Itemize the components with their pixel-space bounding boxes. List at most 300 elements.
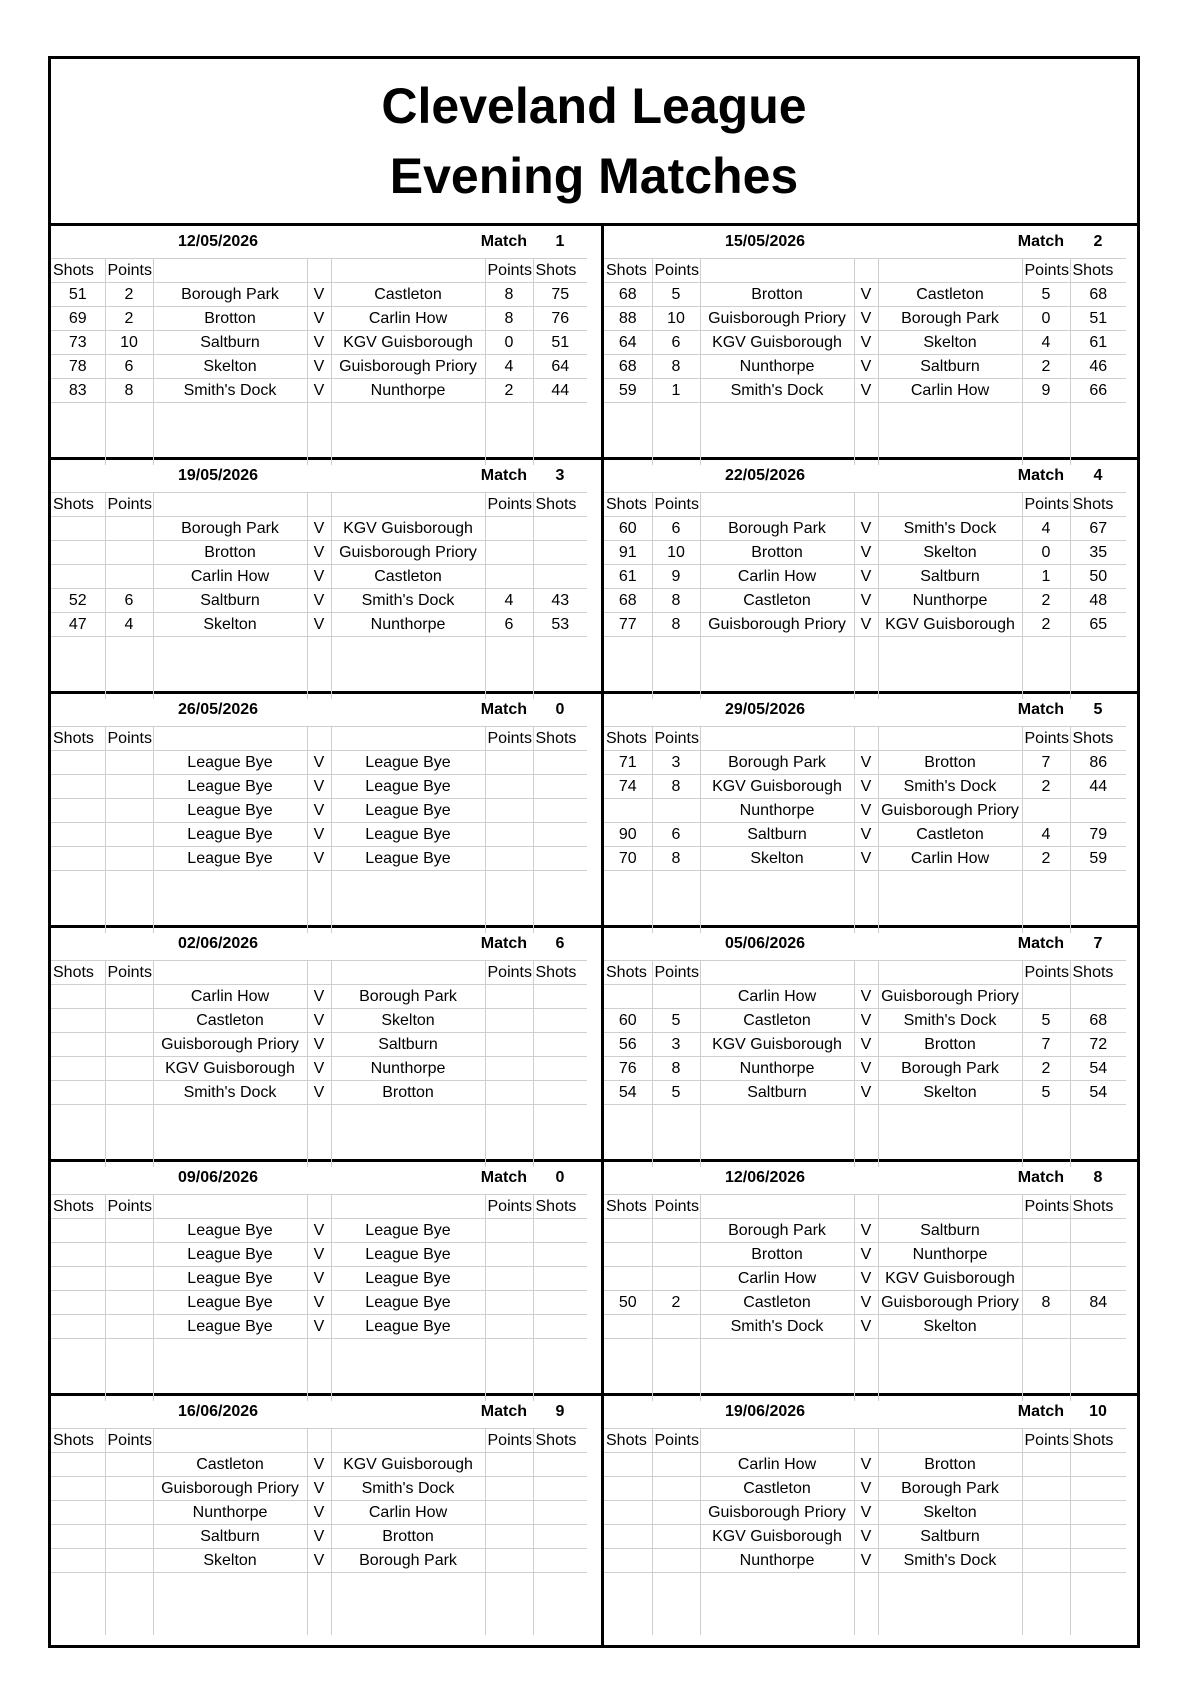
away-team: Smith's Dock (878, 1009, 1022, 1033)
away-points: 1 (1022, 565, 1070, 589)
versus-label: V (307, 847, 331, 871)
home-points (105, 1033, 153, 1057)
blank-cell (533, 871, 587, 934)
points-header: Points (105, 493, 153, 517)
away-points: 2 (1022, 355, 1070, 379)
blank-cell (1022, 1339, 1070, 1402)
away-points (485, 1315, 533, 1339)
home-shots (51, 1525, 105, 1549)
away-shots: 48 (1070, 589, 1126, 613)
versus-label: V (307, 1477, 331, 1501)
away-shots (533, 1291, 587, 1315)
home-points (652, 1501, 700, 1525)
blank-cell (331, 403, 485, 466)
fixture-table (51, 928, 587, 1167)
blank-cell (533, 1339, 587, 1402)
shots-header: Shots (51, 1195, 105, 1219)
versus-label: V (854, 1315, 878, 1339)
versus-label: V (854, 1009, 878, 1033)
away-shots (533, 751, 587, 775)
away-points: 5 (1022, 283, 1070, 307)
match-label: Match (878, 460, 1070, 493)
away-points: 4 (485, 589, 533, 613)
match-label: Match (878, 226, 1070, 259)
away-team: Saltburn (331, 1033, 485, 1057)
home-points (105, 1453, 153, 1477)
points-header: Points (105, 1195, 153, 1219)
blank-cell (51, 637, 105, 700)
away-team: Guisborough Priory (878, 985, 1022, 1009)
away-team: League Bye (331, 1291, 485, 1315)
versus-label: V (307, 1501, 331, 1525)
blank-cell (652, 637, 700, 700)
fixture-table (51, 460, 587, 699)
fixture-row (51, 1081, 587, 1105)
blank-cell (51, 1573, 105, 1636)
home-points (105, 847, 153, 871)
shots-header: Shots (604, 727, 652, 751)
versus-label: V (307, 751, 331, 775)
away-points (485, 1057, 533, 1081)
fixture-row (51, 1267, 587, 1291)
away-shots (533, 1549, 587, 1573)
fixture-row (51, 1525, 587, 1549)
versus-label: V (307, 1219, 331, 1243)
home-points (105, 1525, 153, 1549)
points-header: Points (485, 961, 533, 985)
away-shots: 67 (1070, 517, 1126, 541)
away-shots (1070, 1315, 1126, 1339)
home-shots (51, 565, 105, 589)
blank-cell (878, 637, 1022, 700)
match-label: Match (331, 694, 533, 727)
home-team: KGV Guisborough (700, 1525, 854, 1549)
blank-cell (700, 1195, 854, 1219)
away-points: 6 (485, 613, 533, 637)
fixture-table (604, 1162, 1126, 1401)
fixture-row (51, 985, 587, 1009)
blank-cell (854, 1429, 878, 1453)
match-date: 05/06/2026 (652, 928, 878, 961)
blank-cell (700, 259, 854, 283)
blank-cell (51, 403, 105, 466)
versus-label: V (854, 283, 878, 307)
versus-label: V (854, 1291, 878, 1315)
away-shots: 68 (1070, 1009, 1126, 1033)
blank-cell (854, 637, 878, 700)
fixture-row (604, 283, 1126, 307)
home-team: Carlin How (153, 565, 307, 589)
blank-cell (307, 403, 331, 466)
away-points (485, 1267, 533, 1291)
home-team: Nunthorpe (700, 799, 854, 823)
home-team: Carlin How (700, 1453, 854, 1477)
blank-cell (700, 403, 854, 466)
blank-cell (652, 1105, 700, 1168)
home-shots (604, 1453, 652, 1477)
home-shots (51, 1057, 105, 1081)
match-number: 2 (1070, 226, 1126, 259)
blank-cell (331, 259, 485, 283)
away-points (1022, 1453, 1070, 1477)
fixture-row (604, 613, 1126, 637)
blank-cell (652, 1573, 700, 1636)
away-team: Nunthorpe (878, 1243, 1022, 1267)
home-shots (604, 1267, 652, 1291)
blank-cell (878, 961, 1022, 985)
fixture-row (604, 1219, 1126, 1243)
home-team: Saltburn (153, 589, 307, 613)
match-date: 15/05/2026 (652, 226, 878, 259)
blank-cell (878, 1573, 1022, 1636)
fixture-row (604, 847, 1126, 871)
points-header: Points (1022, 727, 1070, 751)
home-shots (604, 1315, 652, 1339)
home-shots (51, 799, 105, 823)
home-team: League Bye (153, 847, 307, 871)
home-team: League Bye (153, 799, 307, 823)
versus-label: V (307, 355, 331, 379)
home-points (105, 823, 153, 847)
shots-header: Shots (1070, 961, 1126, 985)
blank-cell (1022, 1573, 1070, 1636)
home-points (105, 1009, 153, 1033)
blank-cell (331, 637, 485, 700)
fixture-row (604, 1081, 1126, 1105)
away-points: 4 (1022, 331, 1070, 355)
away-shots (533, 1267, 587, 1291)
home-team: Skelton (153, 613, 307, 637)
away-team: Smith's Dock (331, 589, 485, 613)
blank-cell (604, 460, 652, 493)
blank-cell (700, 637, 854, 700)
blank-cell (331, 871, 485, 934)
away-shots: 59 (1070, 847, 1126, 871)
blank-cell (331, 1105, 485, 1168)
home-shots (51, 847, 105, 871)
fixture-table (51, 694, 587, 933)
away-points (485, 1477, 533, 1501)
home-points: 5 (652, 1009, 700, 1033)
home-shots: 74 (604, 775, 652, 799)
fixture-row (604, 517, 1126, 541)
home-points: 8 (652, 847, 700, 871)
blank-cell (604, 1396, 652, 1429)
fixture-row (604, 775, 1126, 799)
versus-label: V (854, 1477, 878, 1501)
blank-cell (854, 871, 878, 934)
fixture-row (604, 1267, 1126, 1291)
fixture-row (51, 1057, 587, 1081)
blank-cell (878, 493, 1022, 517)
fixture-row (604, 1291, 1126, 1315)
versus-label: V (854, 823, 878, 847)
home-shots: 68 (604, 283, 652, 307)
away-team: Skelton (878, 541, 1022, 565)
fixture-row (51, 1033, 587, 1057)
points-header: Points (652, 493, 700, 517)
home-shots: 51 (51, 283, 105, 307)
away-team: Saltburn (878, 565, 1022, 589)
versus-label: V (854, 847, 878, 871)
away-team: League Bye (331, 1219, 485, 1243)
points-header: Points (1022, 1429, 1070, 1453)
away-shots (533, 1525, 587, 1549)
home-shots (51, 1243, 105, 1267)
fixture-row (604, 541, 1126, 565)
match-date: 26/05/2026 (105, 694, 331, 727)
fixture-row (51, 1477, 587, 1501)
away-shots (533, 1219, 587, 1243)
home-team: Brotton (153, 307, 307, 331)
versus-label: V (854, 1219, 878, 1243)
away-team: KGV Guisborough (331, 1453, 485, 1477)
versus-label: V (307, 283, 331, 307)
home-shots (604, 1525, 652, 1549)
away-shots: 68 (1070, 283, 1126, 307)
home-team: Guisborough Priory (700, 307, 854, 331)
points-header: Points (105, 961, 153, 985)
away-shots (533, 985, 587, 1009)
shots-header: Shots (604, 1429, 652, 1453)
fixture-row (604, 751, 1126, 775)
match-panel (601, 928, 1140, 1162)
home-shots (51, 1291, 105, 1315)
away-team: Nunthorpe (331, 1057, 485, 1081)
blank-cell (485, 637, 533, 700)
home-shots (51, 517, 105, 541)
fixture-row (604, 1315, 1126, 1339)
home-team: Carlin How (700, 1267, 854, 1291)
home-points (652, 1525, 700, 1549)
home-shots: 47 (51, 613, 105, 637)
blank-cell (485, 1573, 533, 1636)
match-label: Match (878, 694, 1070, 727)
away-points: 7 (1022, 751, 1070, 775)
away-team: Carlin How (331, 1501, 485, 1525)
blank-cell (604, 637, 652, 700)
match-date: 22/05/2026 (652, 460, 878, 493)
away-shots (533, 847, 587, 871)
versus-label: V (854, 1525, 878, 1549)
home-team: Nunthorpe (700, 1549, 854, 1573)
home-points: 8 (652, 355, 700, 379)
home-shots: 52 (51, 589, 105, 613)
fixture-row (604, 985, 1126, 1009)
home-team: Smith's Dock (153, 1081, 307, 1105)
match-number: 6 (533, 928, 587, 961)
home-points (105, 985, 153, 1009)
away-points (1022, 799, 1070, 823)
blank-cell (105, 637, 153, 700)
shots-header: Shots (51, 961, 105, 985)
versus-label: V (854, 985, 878, 1009)
home-shots (604, 1549, 652, 1573)
away-points (1022, 1549, 1070, 1573)
match-panel (51, 1162, 601, 1396)
match-date: 19/06/2026 (652, 1396, 878, 1429)
home-points (105, 1291, 153, 1315)
versus-label: V (854, 589, 878, 613)
home-points (105, 1057, 153, 1081)
blank-cell (307, 1195, 331, 1219)
match-date: 12/06/2026 (652, 1162, 878, 1195)
fixture-row (51, 355, 587, 379)
fixture-table (51, 1162, 587, 1401)
away-team: Brotton (878, 1453, 1022, 1477)
home-shots (51, 775, 105, 799)
away-team: Borough Park (331, 1549, 485, 1573)
fixture-row (51, 613, 587, 637)
away-team: Guisborough Priory (878, 1291, 1022, 1315)
home-points: 3 (652, 1033, 700, 1057)
away-points (1022, 1267, 1070, 1291)
away-team: League Bye (331, 1267, 485, 1291)
points-header: Points (105, 259, 153, 283)
home-team: Saltburn (700, 823, 854, 847)
away-points: 2 (1022, 847, 1070, 871)
match-label: Match (878, 928, 1070, 961)
away-points: 2 (1022, 775, 1070, 799)
blank-cell (1070, 637, 1126, 700)
home-points (105, 1219, 153, 1243)
away-team: Skelton (878, 1081, 1022, 1105)
fixture-row (51, 1549, 587, 1573)
fixture-table (51, 226, 587, 465)
away-shots: 53 (533, 613, 587, 637)
fixture-row (604, 331, 1126, 355)
blank-cell (533, 1573, 587, 1636)
home-points (105, 799, 153, 823)
match-number: 9 (533, 1396, 587, 1429)
home-team: League Bye (153, 751, 307, 775)
fixture-row (604, 799, 1126, 823)
home-team: Skelton (153, 1549, 307, 1573)
blank-cell (153, 727, 307, 751)
away-shots (1070, 1477, 1126, 1501)
match-panel (51, 1396, 601, 1645)
away-points: 4 (1022, 823, 1070, 847)
match-number: 8 (1070, 1162, 1126, 1195)
match-label: Match (331, 1396, 533, 1429)
away-shots: 54 (1070, 1081, 1126, 1105)
away-shots (533, 1477, 587, 1501)
away-points (485, 1501, 533, 1525)
away-shots (1070, 799, 1126, 823)
home-team: Guisborough Priory (153, 1477, 307, 1501)
blank-cell (153, 1339, 307, 1402)
blank-cell (652, 871, 700, 934)
away-shots (533, 1057, 587, 1081)
away-points (1022, 985, 1070, 1009)
home-team: League Bye (153, 1267, 307, 1291)
blank-cell (331, 727, 485, 751)
away-team: League Bye (331, 751, 485, 775)
home-team: Borough Park (700, 1219, 854, 1243)
fixture-row (604, 1477, 1126, 1501)
match-date: 29/05/2026 (652, 694, 878, 727)
home-points: 5 (652, 283, 700, 307)
home-shots: 60 (604, 1009, 652, 1033)
home-shots (51, 1081, 105, 1105)
match-panel (51, 928, 601, 1162)
away-shots: 64 (533, 355, 587, 379)
home-shots (604, 799, 652, 823)
away-team: League Bye (331, 775, 485, 799)
away-shots: 43 (533, 589, 587, 613)
match-date: 12/05/2026 (105, 226, 331, 259)
versus-label: V (854, 379, 878, 403)
versus-label: V (854, 1501, 878, 1525)
away-shots: 50 (1070, 565, 1126, 589)
home-shots (51, 1267, 105, 1291)
home-points: 2 (652, 1291, 700, 1315)
home-team: League Bye (153, 1219, 307, 1243)
home-team: Carlin How (700, 985, 854, 1009)
fixture-sheet (48, 56, 1140, 1648)
fixture-row (604, 355, 1126, 379)
away-points (1022, 1219, 1070, 1243)
away-shots (533, 517, 587, 541)
home-shots: 54 (604, 1081, 652, 1105)
away-team: League Bye (331, 1315, 485, 1339)
title-block (51, 59, 1137, 226)
match-date: 09/06/2026 (105, 1162, 331, 1195)
away-shots (1070, 1453, 1126, 1477)
away-team: Castleton (878, 283, 1022, 307)
points-header: Points (652, 1195, 700, 1219)
versus-label: V (854, 307, 878, 331)
away-team: Castleton (331, 283, 485, 307)
away-points: 2 (1022, 613, 1070, 637)
versus-label: V (307, 1315, 331, 1339)
away-points (485, 1549, 533, 1573)
versus-label: V (854, 1243, 878, 1267)
blank-cell (153, 493, 307, 517)
away-team: Brotton (331, 1081, 485, 1105)
away-shots (533, 1315, 587, 1339)
blank-cell (51, 226, 105, 259)
fixture-row (604, 823, 1126, 847)
home-points (105, 1267, 153, 1291)
blank-cell (604, 928, 652, 961)
points-header: Points (485, 493, 533, 517)
blank-cell (604, 871, 652, 934)
shots-header: Shots (51, 727, 105, 751)
away-shots: 65 (1070, 613, 1126, 637)
away-shots (533, 1243, 587, 1267)
home-shots (51, 1453, 105, 1477)
home-team: Brotton (700, 283, 854, 307)
shots-header: Shots (604, 493, 652, 517)
home-team: Nunthorpe (153, 1501, 307, 1525)
match-panel (601, 1396, 1140, 1645)
versus-label: V (307, 517, 331, 541)
away-team: Smith's Dock (331, 1477, 485, 1501)
away-shots: 35 (1070, 541, 1126, 565)
home-shots (604, 1501, 652, 1525)
away-team: Skelton (878, 1501, 1022, 1525)
away-points (1022, 1243, 1070, 1267)
away-team: Nunthorpe (878, 589, 1022, 613)
away-points (485, 1453, 533, 1477)
home-shots (51, 1501, 105, 1525)
home-team: Nunthorpe (700, 1057, 854, 1081)
fixture-row (51, 307, 587, 331)
blank-cell (533, 403, 587, 466)
blank-cell (331, 1195, 485, 1219)
away-shots (533, 541, 587, 565)
